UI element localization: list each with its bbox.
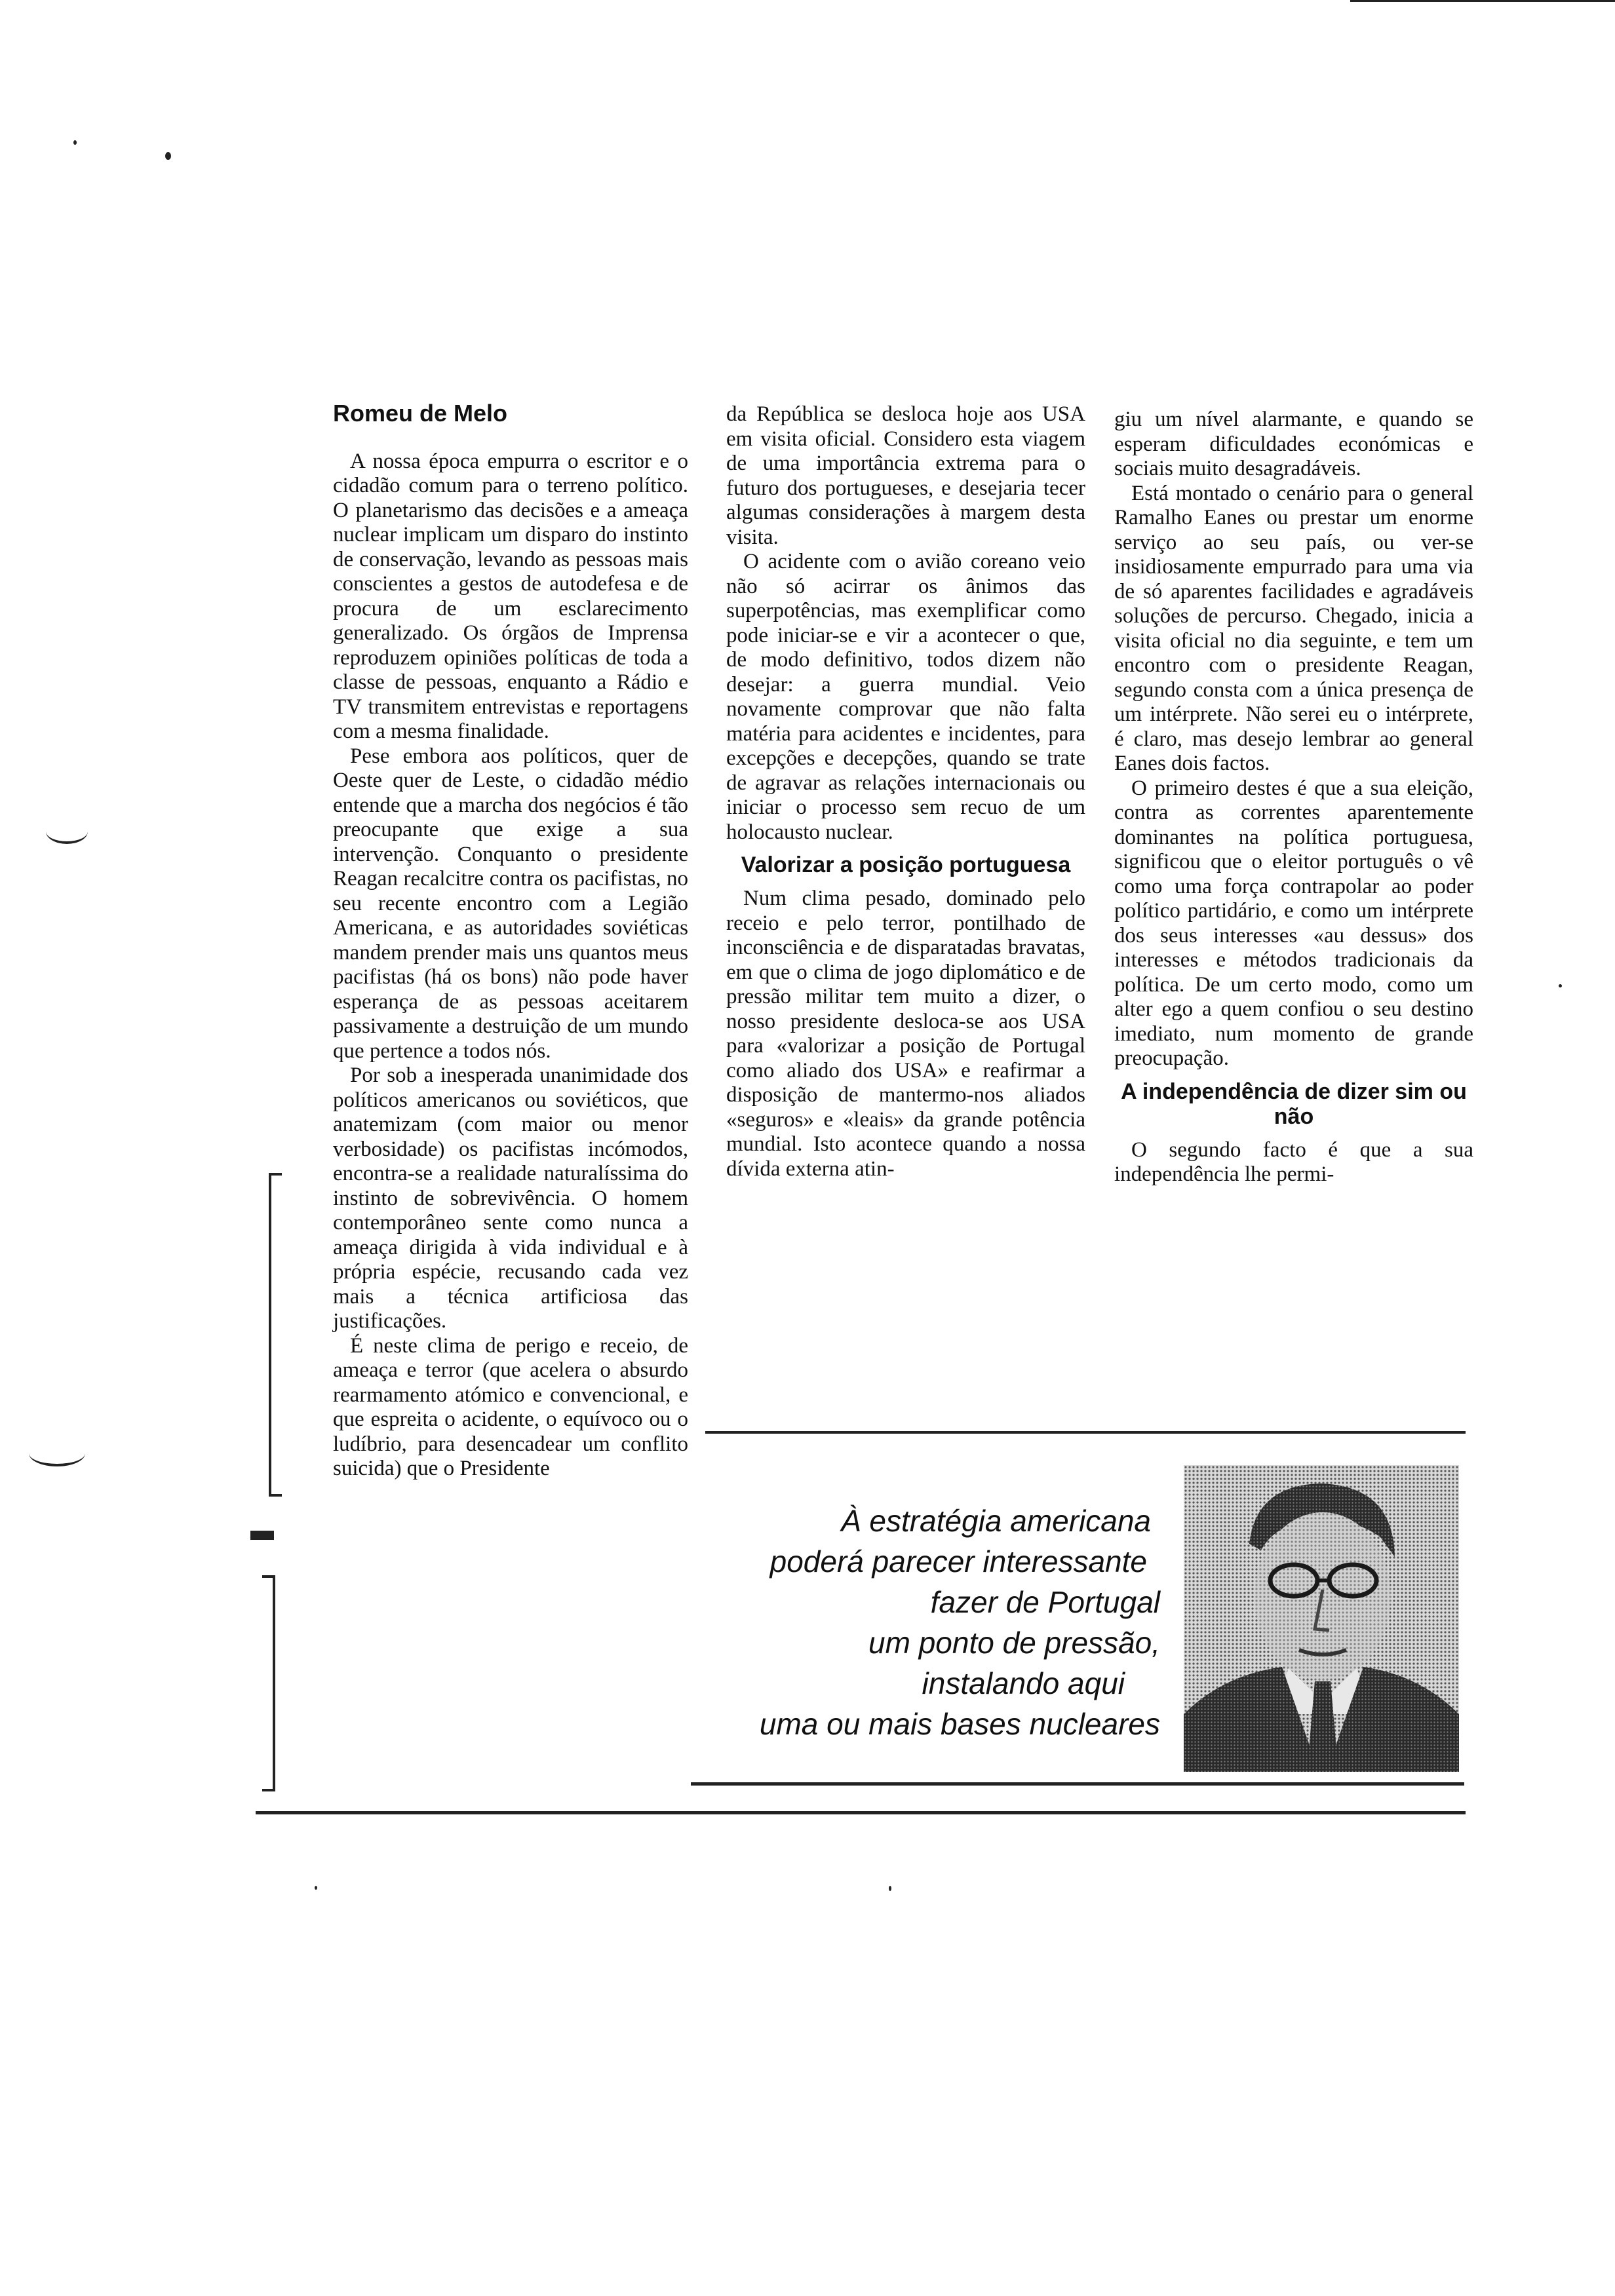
pullquote-line: fazer de Portugal bbox=[930, 1585, 1160, 1619]
paragraph: A nossa época empurra o escritor e o cidadão comum para o terreno político. O planetarismo das decisões e a ameaça nuclear implicam um disparo do instinto de conservação, levando as pessoas mais conscientes a gestos de autodefesa e de procura de um esclarecimento generalizado. Os órgãos de Imprensa reproduzem opiniões políticas de toda a classe de pessoas, enquanto a Rádio e TV transmitem entrevistas e reportagens com a mesma finalidade. bbox=[333, 449, 688, 743]
paragraph: da República se desloca hoje aos USA em visita oficial. Considero esta viagem de uma importância extrema para o futuro dos portugueses, e desejaria tecer algumas considerações à margem desta visita. bbox=[726, 402, 1085, 549]
scan-mark bbox=[29, 1440, 85, 1466]
article-column-2 bbox=[726, 402, 1085, 1181]
paragraph: Está montado o cenário para o general Ramalho Eanes ou prestar um enorme serviço ao seu país, ou ver-se insidiosamente empurrado para uma via de só aparentes facilidades e agradáveis soluções de percurso. Chegado, inicia a visita oficial no dia seguinte, e tem um encontro com o presidente Reagan, segundo consta com a única presença de um intérprete. Não serei eu o intérprete, é claro, mas desejo lembrar ao general Eanes dois factos. bbox=[1114, 481, 1473, 775]
portrait-image bbox=[1184, 1465, 1459, 1772]
paragraph: Num clima pesado, dominado pelo receio e pelo terror, pontilhado de inconsciência e de disparatadas bravatas, em que o clima de jogo diplomático e de pressão militar tem muito a dizer, o nosso presidente desloca-se aos USA para «valorizar a posição de Portugal como aliado dos USA» e reafirmar a disposição de mantermo-nos aliados «seguros» e «leais» da grande potência mundial. Isto acontece quando a nossa dívida externa atin- bbox=[726, 887, 1085, 1181]
scan-speck bbox=[315, 1886, 317, 1890]
pullquote-line: À estratégia americana bbox=[840, 1504, 1151, 1538]
paragraph: Pese embora aos políticos, quer de Oeste quer de Leste, o cidadão médio entende que a marcha dos negócios é tão preocupante que exige a sua intervenção. Conquanto o presidente Reagan recalcitre contra os pacifistas, no seu recente encontro com a Legião Americana, e as autoridades soviéticas mandem prender mais uns quantos meus pacifistas (há os bons) não pode haver esperança de as pessoas aceitarem passivamente a destruição de um mundo que pertence a todos nós. bbox=[333, 744, 688, 1063]
scan-mark bbox=[46, 819, 88, 844]
byline: Romeu de Melo bbox=[333, 400, 508, 427]
paragraph: giu um nível alarmante, e quando se esperam dificuldades económicas e sociais muito desagradáveis. bbox=[1114, 408, 1473, 480]
top-edge-line bbox=[1350, 0, 1615, 2]
paragraph: Por sob a inesperada unanimidade dos políticos americanos ou soviéticos, que anatemizam (com maior ou menor verbosidade) os pacifistas incómodos, encontra-se a realidade naturalíssima do instinto de sobrevivência. O homem contemporâneo sente como nunca a ameaça dirigida à vida individual e à própria espécie, recusando cada vez mais a técnica artificiosa das justificações. bbox=[333, 1063, 688, 1333]
margin-bracket bbox=[269, 1173, 282, 1497]
pullquote-top-rule bbox=[705, 1431, 1466, 1434]
pullquote-line: poderá parecer interessante bbox=[769, 1544, 1147, 1578]
article-column-1 bbox=[333, 401, 688, 1482]
scan-speck bbox=[1559, 984, 1562, 987]
paragraph: O primeiro destes é que a sua eleição, contra as correntes aparentemente dominantes na política portuguesa, significou que o eleitor português o vê como uma força contrapolar ao poder político partidário, e como um intérprete dos seus interesses «au dessus» dos interesses e métodos tradicionais da política. De um certo modo, como um alter ego a quem confiou o seu destino imediato, num momento de grande preocupação. bbox=[1114, 776, 1473, 1070]
margin-mark bbox=[250, 1531, 274, 1540]
pullquote-bottom-rule bbox=[691, 1782, 1464, 1786]
pullquote-line: um ponto de pressão, bbox=[868, 1626, 1160, 1660]
scan-speck bbox=[889, 1886, 891, 1891]
article-column-3 bbox=[1114, 408, 1473, 1187]
subheading: Valorizar a posição portuguesa bbox=[741, 852, 1071, 877]
margin-bracket bbox=[262, 1575, 275, 1791]
paragraph: O acidente com o avião coreano veio não só acirrar os ânimos das superpotências, mas exemplificar como pode iniciar-se e vir a acontecer o que, de modo definitivo, todos dizem não desejar: a guerra mundial. Veio novamente comprovar que não falta matéria para acidentes e incidentes, para excepções e decepções, quando se trate de agravar as relações internacionais ou iniciar o processo sem recuo de um holocausto nuclear. bbox=[726, 550, 1085, 844]
paragraph: É neste clima de perigo e receio, de ameaça e terror (que acelera o absurdo rearmamento atómico e convencional, e que espreita o acidente, o equívoco ou o ludíbrio, para desencadear um conflito suicida) que o Presidente bbox=[333, 1333, 688, 1480]
pullquote-line: instalando aqui bbox=[922, 1666, 1125, 1700]
portrait-photo bbox=[1184, 1465, 1459, 1772]
paragraph: O segundo facto é que a sua independência lhe permi- bbox=[1114, 1138, 1473, 1186]
pullquote-line: uma ou mais bases nucleares bbox=[759, 1707, 1160, 1741]
page-bottom-rule bbox=[256, 1811, 1466, 1814]
subheading: A independência de dizer sim ou não bbox=[1121, 1079, 1467, 1129]
scan-speck bbox=[73, 140, 77, 145]
pullquote bbox=[701, 1501, 1160, 1744]
scan-speck bbox=[165, 152, 171, 160]
